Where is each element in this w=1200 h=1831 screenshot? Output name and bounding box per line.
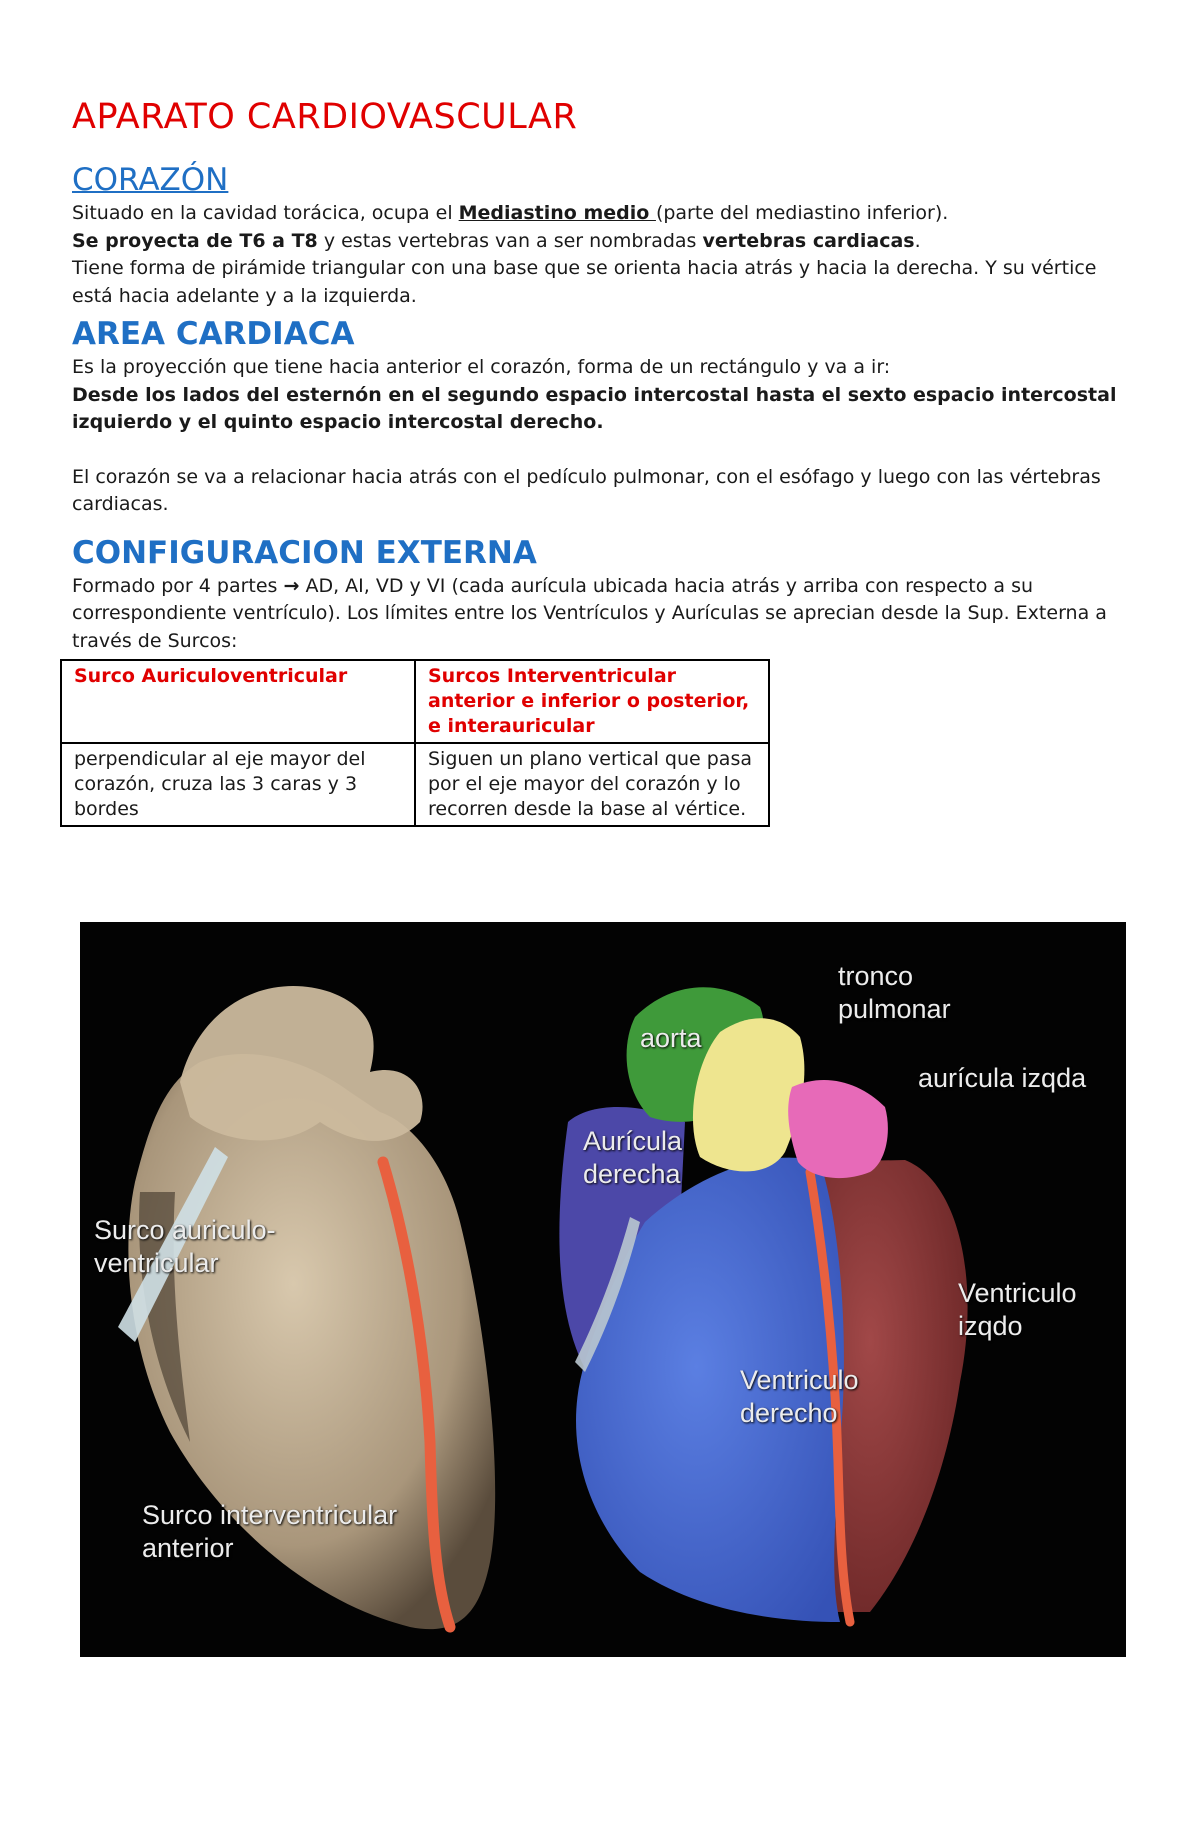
label-auricula-der: Aurícula derecha xyxy=(583,1126,683,1189)
paragraph-area-2: Desde los lados del esternón en el segundo espacio intercostal hasta el sexto espacio intercostal izquierdo y el quinto espacio intercostal derecho. xyxy=(72,383,1117,433)
auricula-izq-shape xyxy=(788,1080,888,1178)
label-auricula-izq: aurícula izqda xyxy=(918,1063,1087,1093)
table-row xyxy=(61,660,769,743)
table-cell: perpendicular al eje mayor del corazón, cruza las 3 caras y 3 bordes xyxy=(61,743,415,826)
label-ventriculo-izq: Ventriculo izqdo xyxy=(958,1278,1077,1341)
paragraph-area-3: El corazón se va a relacionar hacia atrás con el pedículo pulmonar, con el esófago y luego con las vértebras cardiacas. xyxy=(72,465,1101,515)
label-tronco-pulmonar: tronco pulmonar xyxy=(838,961,951,1024)
paragraph-area-1: Es la proyección que tiene hacia anterior el corazón, forma de un rectángulo y va a ir: xyxy=(72,356,891,378)
section-heading-config: CONFIGURACION EXTERNA xyxy=(72,534,537,571)
section-heading-corazon: CORAZÓN xyxy=(72,162,229,198)
section-heading-area: AREA CARDIACA xyxy=(72,316,355,352)
right-heart xyxy=(559,987,967,1622)
table-header-cell: Surcos Interventricular anterior e inferior o posterior, e interauricular xyxy=(415,660,769,743)
paragraph-corazon-2: Se proyecta de T6 a T8 y estas vertebras van a ser nombradas vertebras cardiacas. xyxy=(72,229,921,252)
table-cell: Siguen un plano vertical que pasa por el eje mayor del corazón y lo recorren desde la base al vértice. xyxy=(415,743,769,826)
mediastino-link: Mediastino medio xyxy=(458,202,656,224)
label-surco-iv: Surco interventricular anterior xyxy=(142,1500,398,1563)
surcos-table xyxy=(60,659,770,827)
left-heart-vessels xyxy=(180,986,423,1141)
heart-figure xyxy=(80,922,1126,1657)
label-surco-av: Surco auriculo-ventricular xyxy=(94,1215,276,1278)
table-row xyxy=(61,743,769,826)
label-aorta: aorta xyxy=(640,1023,702,1053)
page-title: APARATO CARDIOVASCULAR xyxy=(72,97,578,137)
paragraph-corazon-1: Situado en la cavidad torácica, ocupa el Mediastino medio (parte del mediastino inferior). xyxy=(72,202,949,224)
arrow-icon: → xyxy=(283,574,300,597)
document-page xyxy=(72,92,1132,827)
label-ventriculo-der: Ventriculo derecho xyxy=(740,1365,859,1428)
paragraph-corazon-3: Tiene forma de pirámide triangular con una base que se orienta hacia atrás y hacia la derecha. Y su vértice está hacia adelante y a la izquierda. xyxy=(72,257,1097,307)
table-header-cell: Surco Auriculoventricular xyxy=(61,660,415,743)
paragraph-config-1: Formado por 4 partes → AD, AI, VD y VI (cada aurícula ubicada hacia atrás y arriba con respecto a su correspondiente ventrículo). Los límites entre los Ventrículos y Aurículas se aprecian desde la Sup. Externa a través de Surcos: xyxy=(72,574,1107,652)
